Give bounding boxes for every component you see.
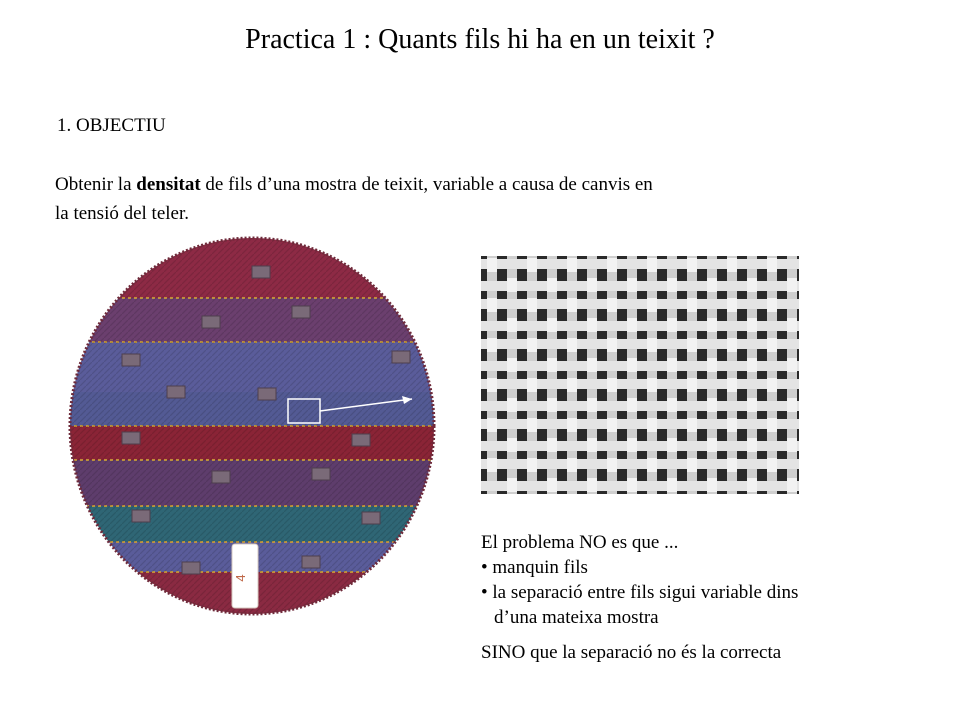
warp-crossing bbox=[647, 378, 657, 392]
section-heading: 1. OBJECTIU bbox=[57, 115, 166, 136]
warp-crossing bbox=[707, 398, 717, 412]
warp-crossing bbox=[627, 398, 637, 412]
warp-crossing bbox=[587, 278, 597, 292]
warp-crossing bbox=[787, 358, 797, 372]
weave-closeup-image bbox=[481, 256, 799, 494]
slide-title: Practica 1 : Quants fils hi ha en un teixit ? bbox=[245, 24, 715, 55]
warp-crossing bbox=[547, 398, 557, 412]
warp-crossing bbox=[767, 258, 777, 272]
warp-crossing bbox=[567, 418, 577, 432]
warp-crossing bbox=[667, 278, 677, 292]
warp-crossing bbox=[727, 298, 737, 312]
warp-crossing bbox=[787, 478, 797, 492]
problem-bullet-2 bbox=[481, 580, 951, 605]
warp-crossing bbox=[787, 438, 797, 452]
warp-crossing bbox=[787, 278, 797, 292]
warp-crossing bbox=[687, 258, 697, 272]
warp-crossing bbox=[767, 338, 777, 352]
objective-text-rest: de fils d’una mostra de teixit, variable a causa de canvis en bbox=[200, 174, 653, 195]
bullet-icon: • bbox=[481, 582, 488, 603]
warp-crossing bbox=[547, 278, 557, 292]
warp-crossing bbox=[607, 418, 617, 432]
warp-crossing bbox=[707, 358, 717, 372]
warp-crossing bbox=[487, 418, 497, 432]
bullet-icon: • bbox=[481, 557, 488, 578]
warp-crossing bbox=[667, 358, 677, 372]
warp-crossing bbox=[767, 458, 777, 472]
warp-crossing bbox=[567, 298, 577, 312]
warp-crossing bbox=[627, 478, 637, 492]
warp-crossing bbox=[487, 378, 497, 392]
warp-crossing bbox=[707, 478, 717, 492]
warp-crossing bbox=[707, 438, 717, 452]
warp-crossing bbox=[627, 358, 637, 372]
problem-conclusion: SINO que la separació no és la correcta bbox=[481, 642, 782, 663]
warp-crossing bbox=[767, 378, 777, 392]
warp-crossing bbox=[687, 338, 697, 352]
warp-crossing bbox=[607, 338, 617, 352]
objective-keyword: densitat bbox=[136, 174, 201, 195]
warp-crossing bbox=[527, 378, 537, 392]
warp-crossing bbox=[687, 458, 697, 472]
warp-crossing bbox=[707, 318, 717, 332]
warp-crossing bbox=[627, 438, 637, 452]
warp-crossing bbox=[747, 398, 757, 412]
bullet-text: manquin fils bbox=[492, 557, 588, 578]
warp-crossing bbox=[607, 458, 617, 472]
warp-crossing bbox=[547, 318, 557, 332]
warp-crossing bbox=[747, 278, 757, 292]
warp-crossing bbox=[587, 318, 597, 332]
problem-bullet-2-continuation: d’una mateixa mostra bbox=[494, 607, 659, 628]
warp-crossing bbox=[667, 398, 677, 412]
warp-crossing bbox=[667, 478, 677, 492]
warp-crossing bbox=[507, 398, 517, 412]
warp-crossing bbox=[747, 358, 757, 372]
warp-crossing bbox=[547, 478, 557, 492]
warp-crossing bbox=[527, 298, 537, 312]
warp-crossing bbox=[727, 458, 737, 472]
warp-crossing bbox=[567, 338, 577, 352]
fabric-disc bbox=[62, 236, 462, 616]
warp-crossing bbox=[527, 458, 537, 472]
warp-crossing bbox=[727, 258, 737, 272]
fabric-sample-image bbox=[62, 236, 462, 616]
warp-crossing bbox=[647, 298, 657, 312]
objective-text-line2: la tensió del teler. bbox=[55, 203, 190, 224]
warp-crossing bbox=[687, 298, 697, 312]
warp-crossing bbox=[527, 258, 537, 272]
warp-crossing bbox=[767, 418, 777, 432]
warp-crossing bbox=[527, 418, 537, 432]
warp-crossing bbox=[567, 458, 577, 472]
warp-crossing bbox=[607, 258, 617, 272]
warp-crossing bbox=[647, 458, 657, 472]
warp-crossing bbox=[747, 438, 757, 452]
warp-crossing bbox=[587, 438, 597, 452]
warp-crossing bbox=[547, 438, 557, 452]
warp-crossing bbox=[727, 338, 737, 352]
warp-crossing bbox=[567, 378, 577, 392]
warp-crossing bbox=[627, 318, 637, 332]
warp-crossing bbox=[507, 278, 517, 292]
sample-label-number: 4 bbox=[233, 574, 248, 582]
warp-crossing bbox=[487, 258, 497, 272]
warp-crossing bbox=[707, 278, 717, 292]
warp-crossing bbox=[607, 298, 617, 312]
warp-crossing bbox=[647, 338, 657, 352]
warp-crossing bbox=[487, 458, 497, 472]
warp-crossing bbox=[487, 298, 497, 312]
warp-crossing bbox=[507, 478, 517, 492]
warp-crossing bbox=[507, 438, 517, 452]
warp-crossing bbox=[587, 478, 597, 492]
warp-crossing bbox=[667, 318, 677, 332]
warp-crossing bbox=[587, 358, 597, 372]
warp-crossing bbox=[487, 338, 497, 352]
warp-crossing bbox=[587, 398, 597, 412]
warp-crossing bbox=[647, 258, 657, 272]
warp-crossing bbox=[507, 318, 517, 332]
warp-crossing bbox=[667, 438, 677, 452]
warp-crossing bbox=[727, 378, 737, 392]
warp-crossing bbox=[787, 398, 797, 412]
warp-crossing bbox=[647, 418, 657, 432]
objective-text bbox=[55, 170, 855, 228]
warp-crossing bbox=[767, 298, 777, 312]
warp-crossing bbox=[607, 378, 617, 392]
warp-crossing bbox=[567, 258, 577, 272]
warp-crossing bbox=[507, 358, 517, 372]
objective-text-start: Obtenir la bbox=[55, 174, 137, 195]
warp-crossing bbox=[727, 418, 737, 432]
warp-crossing bbox=[687, 418, 697, 432]
bullet-text: la separació entre fils sigui variable dins bbox=[492, 582, 799, 603]
warp-crossing bbox=[747, 318, 757, 332]
warp-crossing bbox=[627, 278, 637, 292]
problem-statement bbox=[481, 530, 951, 665]
warp-crossing bbox=[527, 338, 537, 352]
warp-crossing bbox=[787, 318, 797, 332]
warp-crossing bbox=[747, 478, 757, 492]
problem-intro: El problema NO es que ... bbox=[481, 532, 679, 553]
warp-crossing bbox=[687, 378, 697, 392]
problem-bullet-1 bbox=[481, 555, 951, 580]
warp-crossing bbox=[547, 358, 557, 372]
